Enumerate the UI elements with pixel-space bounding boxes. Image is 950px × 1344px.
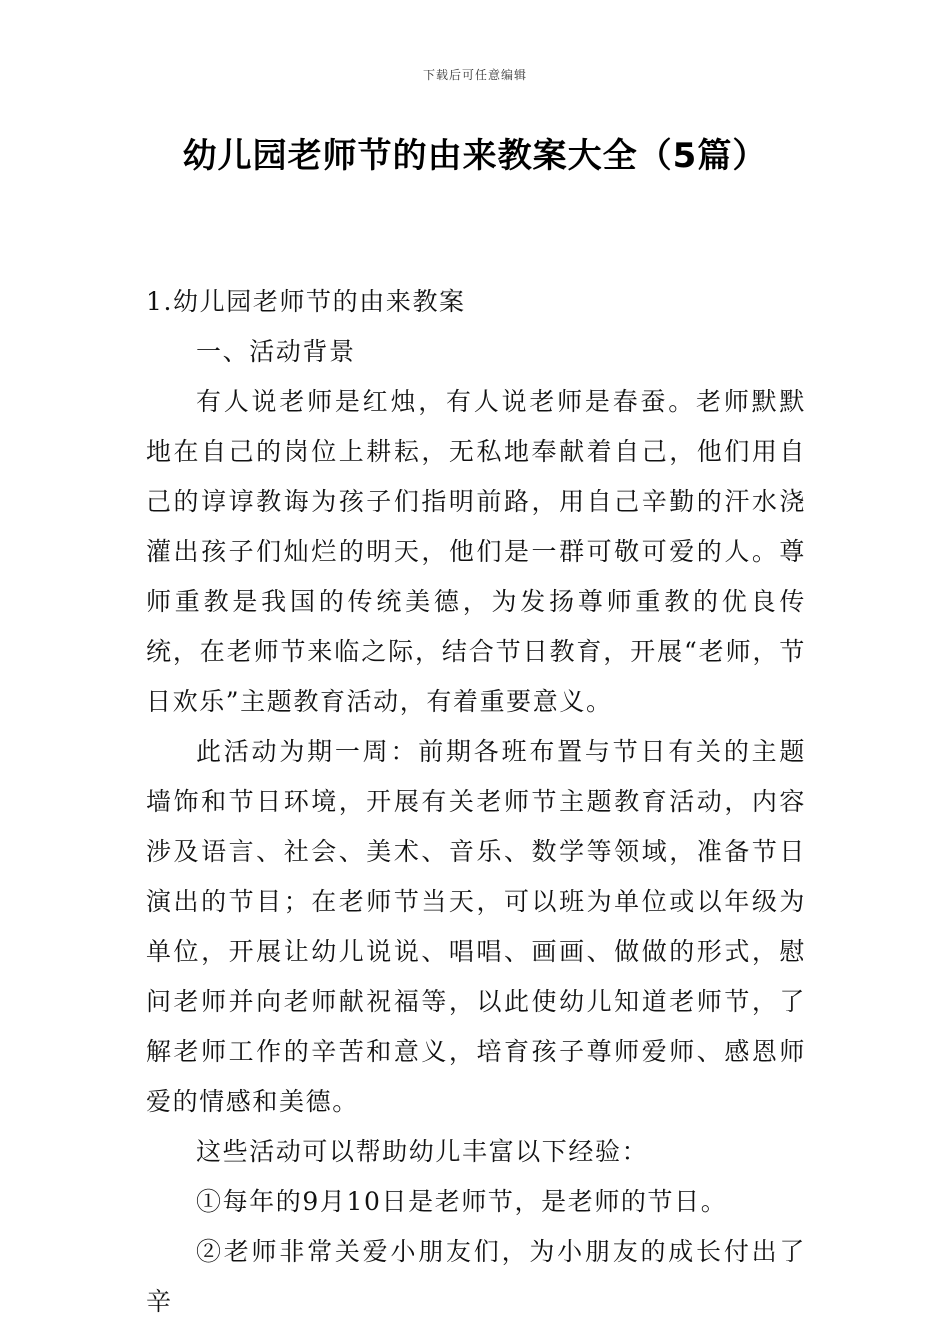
section-heading: 1.幼儿园老师节的由来教案 [146, 287, 466, 316]
paragraph: 这些活动可以帮助幼儿丰富以下经验： [196, 1137, 649, 1166]
sub-heading: 一、活动背景 [196, 337, 356, 366]
document-body [146, 277, 806, 1327]
paragraph: 此活动为期一周：前期各班布置与节日有关的主题墙饰和节日环境，开展有关老师节主题教育活动，内容涉及语言、社会、美术、音乐、数学等领域，准备节日演出的节目；在老师节当天，可以班为单位或以年级为单位，开展让幼儿说说、唱唱、画画、做做的形式，慰问老师并向老师献祝福等，以此使幼儿知道老师节，了解老师工作的辛苦和意义，培育孩子尊师爱师、感恩师爱的情感和美德。 [146, 737, 806, 1116]
paragraph: ②老师非常关爱小朋友们，为小朋友的成长付出了辛 [146, 1237, 806, 1316]
paragraph: 有人说老师是红烛，有人说老师是春蚕。老师默默地在自己的岗位上耕耘，无私地奉献着自己，他们用自己的谆谆教诲为孩子们指明前路，用自己辛勤的汗水浇灌出孩子们灿烂的明天，他们是一群可敬可爱的人。尊师重教是我国的传统美德，为发扬尊师重教的优良传统，在老师节来临之际，结合节日教育，开展“老师，节日欢乐”主题教育活动，有着重要意义。 [146, 387, 806, 716]
paragraph: ①每年的9月10日是老师节，是老师的节日。 [196, 1187, 728, 1216]
document-title: 幼儿园老师节的由来教案大全（5篇） [182, 136, 768, 176]
header-note: 下载后可任意编辑 [422, 68, 527, 82]
